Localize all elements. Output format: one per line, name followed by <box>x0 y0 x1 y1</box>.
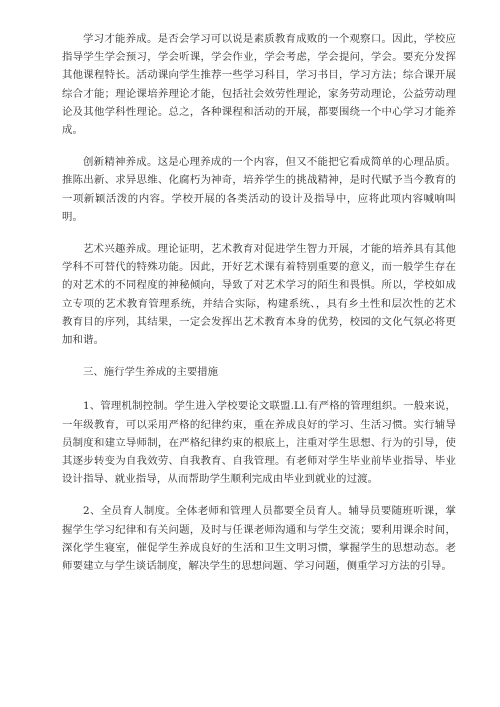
section-heading: 三、施行学生养成的主要措施 <box>83 366 219 379</box>
paragraph-innovation-spirit: 创新精神养成。这是心理养成的一个内容，但又不能把它看成简单的心理品质。推陈出新、求异思维、化腐朽为神奇，培养学生的挑战精神，是时代赋予当今教育的一项新颖活泼的内容。学校开展的各类活动的设计及指导中，应将此项内容喊响叫明。 <box>62 156 456 223</box>
paragraph-art-interest: 艺术兴趣养成。理论证明，艺术教育对促进学生智力开展，才能的培养具有其他学科不可替代的特殊功能。因此，开好艺术课有着特别重要的意义，而一般学生存在的对艺术的不同程度的神秘倾向，导致了对艺术学习的陌生和畏惧。所以，学校如成立专项的艺术教育管理系统，并结合实际，构建系统、，具有乡土性和层次性的艺术教育目的序列，其结果，一定会发挥出艺术教育本身的优势，校园的文化气氛必将更加和谐。 <box>62 243 456 347</box>
paragraph-management-mechanism: 1、管理机制控制。学生进入学校要论文联盟.Ll.有严格的管理组织。一般来说，一年级教育，可以采用严格的纪律约束，重在养成良好的学习、生活习惯。实行辅导员制度和建立导师制，在严格纪律约束的根底上，注重对学生思想、行为的引导，使其逐步转变为自我效劳、自我教育、自我管理。有老师对学生毕业前毕业指导、毕业设计指导、就业指导，从而帮助学生顺利完成由毕业到就业的过渡。 <box>62 400 456 486</box>
paragraph-learning-ability: 学习才能养成。是否会学习可以说是素质教育成败的一个观察口。因此，学校应指导学生学会预习，学会听课，学会作业，学会考虑，学会提问，学会。要充分发挥其他课程特长。活动课向学生推荐一些学习科目，学习书目，学习方法；综合课开展综合才能；理论课培养理论才能，包括社会效劳性理论，家务劳动理论，公益劳动理论及其他学科性理论。总之，各种课程和活动的开展，都要围绕一个中心学习才能养成。 <box>62 33 456 137</box>
paragraph-all-staff-education: 2、全员育人制度。全体老师和管理人员都要全员育人。辅导员要随班听课，掌握学生学习纪律和有关问题，及时与任课老师沟通和与学生交流；要利用课余时间，深化学生寝室，催促学生养成良好的生活和卫生文明习惯，掌握学生的思想动态。老师要建立与学生谈话制度，解决学生的思想问题、学习问题，侧重学习方法的引导。 <box>62 505 456 573</box>
